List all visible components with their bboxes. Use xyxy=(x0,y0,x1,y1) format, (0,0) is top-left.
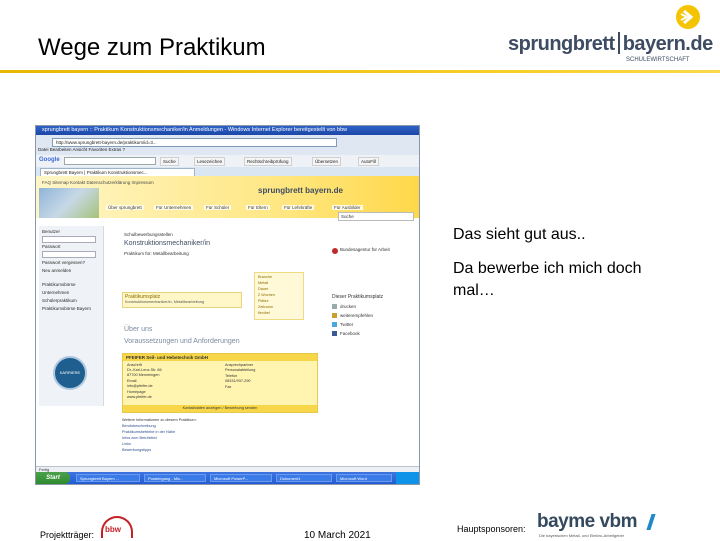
share-print[interactable]: drucken xyxy=(332,304,356,309)
company-field: Email xyxy=(127,379,137,383)
site-top-nav[interactable]: FAQ Sitemap Kontakt Datenschutzerklärung Impressum xyxy=(42,180,154,185)
footer-sponsor-label: Projektträger: xyxy=(40,530,95,540)
taskbar-item[interactable]: Microsoft Word xyxy=(336,474,392,482)
address-bar-area xyxy=(36,135,419,155)
info-line: 2 Wochen xyxy=(258,293,276,297)
subnav-item[interactable]: Für Schüler xyxy=(206,205,230,210)
share-box xyxy=(332,294,412,346)
karriere-badge[interactable]: KARRIERE xyxy=(53,356,87,390)
slide-title: Wege zum Praktikum xyxy=(38,34,266,61)
google-search-field[interactable] xyxy=(64,157,156,165)
info-line: Metall xyxy=(258,281,269,285)
bbw-logo: bbw xyxy=(95,516,137,538)
footer-date: 10 March 2021 xyxy=(304,530,371,541)
toolbar-button-rechtschreibung[interactable]: Rechtschreibprüfung xyxy=(244,157,292,166)
site-search-input[interactable]: Suche xyxy=(338,212,414,221)
facebook-icon xyxy=(332,331,337,336)
share-recommend[interactable]: weiterempfehlen xyxy=(332,313,373,318)
company-box xyxy=(122,353,318,413)
toolbar-button-autofill[interactable]: AutoFill xyxy=(358,157,379,166)
logo-subtitle: SCHULEWIRTSCHAFT xyxy=(626,57,690,63)
toolbar-button-uebersetzen[interactable]: Übersetzen xyxy=(312,157,341,166)
related-link[interactable]: Praktikumsbetriebe in der Nähe xyxy=(122,430,176,434)
agency-name: Bundesagentur für Arbeit xyxy=(340,247,390,252)
links-heading: Weitere Informationen zu diesem Praktikum: xyxy=(122,418,197,422)
address-field[interactable]: http://www.sprungbrett-bayern.de/praktikum/id=3... xyxy=(52,138,337,147)
company-field: 08331/937-290 xyxy=(225,379,251,383)
header-photo xyxy=(39,188,99,218)
subnav-item[interactable]: Über sprungbrett xyxy=(108,205,142,210)
web-page xyxy=(36,176,419,466)
mail-icon xyxy=(332,313,337,318)
taskbar-item[interactable]: Sprungbrett Bayern ... xyxy=(76,474,140,482)
sidebar-link[interactable]: Praktikumsbörse Bayern xyxy=(42,306,92,311)
subnav-item[interactable]: Für Lehrkräfte xyxy=(284,205,313,210)
section-heading: Über uns xyxy=(124,326,153,333)
site-subnav xyxy=(106,205,406,211)
company-field: 87700 Memmingen xyxy=(127,373,160,377)
page-meta: Praktikum für: Metallbearbeitung xyxy=(124,251,189,256)
agency-box[interactable] xyxy=(332,246,412,270)
tab-strip xyxy=(36,167,419,176)
info-line: flexibel xyxy=(258,311,270,315)
site-logo[interactable]: sprungbrett bayern.de xyxy=(258,186,343,195)
window-title-bar: sprungbrett bayern :: Praktikum Konstruktionsmechaniker/in Anmeldungen - Windows Internet Explorer bereitgestellt von bbw xyxy=(36,126,419,135)
section-subheading: Voraussetzungen und Anforderungen xyxy=(124,338,240,345)
company-field: Personalabteilung xyxy=(225,368,256,372)
sidebar-link[interactable]: Neu anmelden xyxy=(42,268,72,273)
company-field: Fax xyxy=(225,385,232,389)
taskbar-item[interactable]: Posteingang - Mic... xyxy=(144,474,206,482)
info-box xyxy=(254,272,304,320)
toolbar-button-suche[interactable]: Suche xyxy=(160,157,179,166)
body-text-line2: Da bewerbe ich mich doch mal… xyxy=(453,260,642,299)
sidebar-label-password: Passwort xyxy=(42,244,61,249)
agency-logo-icon xyxy=(332,248,338,254)
company-field: Ansprechpartner xyxy=(225,363,254,367)
related-link[interactable]: Infos zum Berufsfeld xyxy=(122,436,157,440)
start-button[interactable]: Start xyxy=(36,472,70,484)
info-line: Dauer xyxy=(258,287,269,291)
logo-wordmark: sprungbrett bayern.de xyxy=(508,33,713,55)
bayme-vbm-logo: bayme vbm Die bayerischen Metall- und Elektro-Arbeitgeber xyxy=(537,511,659,541)
company-homepage-link[interactable]: www.pfeifer.de xyxy=(127,395,152,399)
subnav-item[interactable]: Für Ausbilder xyxy=(334,205,361,210)
job-box-subtitle: Konstruktionsmechaniker/in, Metallbearbeitung xyxy=(125,300,204,304)
browser-screenshot xyxy=(35,125,420,485)
contact-link[interactable]: Kontaktdaten anzeigen / Bewerbung senden xyxy=(123,405,317,412)
info-line: Branche xyxy=(258,275,273,279)
site-sidebar xyxy=(39,226,104,406)
sidebar-link[interactable]: Praktikumsbörse xyxy=(42,282,76,287)
status-text: Fertig xyxy=(39,467,50,472)
logo-arrow-icon xyxy=(676,5,700,29)
taskbar-item[interactable]: Microsoft PowerP... xyxy=(210,474,272,482)
company-email-link[interactable]: info@pfeifer.de xyxy=(127,384,153,388)
company-name: PFEIFER Seil- und Hebetechnik GmbH xyxy=(123,354,317,361)
printer-icon xyxy=(332,304,337,309)
related-link[interactable]: Links xyxy=(122,442,131,446)
sidebar-link[interactable]: Passwort vergessen? xyxy=(42,260,86,265)
company-field: Dr.-Karl-Lenz-Str. 66 xyxy=(127,368,162,372)
related-link[interactable]: Bewerbungstipps xyxy=(122,448,152,452)
related-links xyxy=(122,418,272,458)
sidebar-label-user: Benutzer xyxy=(42,229,61,234)
breadcrumb[interactable]: Schulbewerbungsstellen xyxy=(124,232,173,237)
share-box-title: Dieser Praktikumsplatz xyxy=(332,294,384,300)
subnav-item[interactable]: Für Unternehmen xyxy=(156,205,192,210)
sprungbrett-logo xyxy=(508,4,718,66)
logo-slash-icon xyxy=(646,514,655,530)
company-field: Anschrift xyxy=(127,363,142,367)
username-field[interactable] xyxy=(42,236,96,243)
menu-bar[interactable]: Datei Bearbeiten Ansicht Favoriten Extras ? xyxy=(38,147,126,152)
info-line: Plätze xyxy=(258,299,269,303)
toolbar-button-lesezeichen[interactable]: Lesezeichen xyxy=(194,157,225,166)
footer-main-sponsors-label: Hauptsponsoren: xyxy=(457,524,526,534)
twitter-icon xyxy=(332,322,337,327)
body-text-line1: Das sieht gut aus.. xyxy=(453,226,586,243)
share-twitter[interactable]: Twitter xyxy=(332,322,353,327)
sidebar-link[interactable]: Unternehmen xyxy=(42,290,70,295)
page-heading: Konstruktionsmechaniker/in xyxy=(124,240,210,247)
taskbar-item[interactable]: Dokument1 xyxy=(276,474,332,482)
company-field: Homepage xyxy=(127,390,146,394)
sidebar-link[interactable]: Schülerpraktikum xyxy=(42,298,77,303)
job-box-title: Praktikumsplatz xyxy=(125,294,161,300)
share-facebook[interactable]: Facebook xyxy=(332,331,360,336)
company-field: Telefon xyxy=(225,374,238,378)
google-label: Google xyxy=(39,157,60,163)
header-divider xyxy=(0,70,720,73)
password-field[interactable] xyxy=(42,251,96,258)
subnav-item[interactable]: Für Eltern xyxy=(248,205,268,210)
info-line: Zeitraum xyxy=(258,305,273,309)
job-box xyxy=(122,292,242,308)
system-tray xyxy=(396,472,419,484)
related-link[interactable]: Berufsbeschreibung xyxy=(122,424,156,428)
browser-tab[interactable]: Sprungbrett Bayern | Praktikum Konstruktionsmec... xyxy=(40,168,195,177)
